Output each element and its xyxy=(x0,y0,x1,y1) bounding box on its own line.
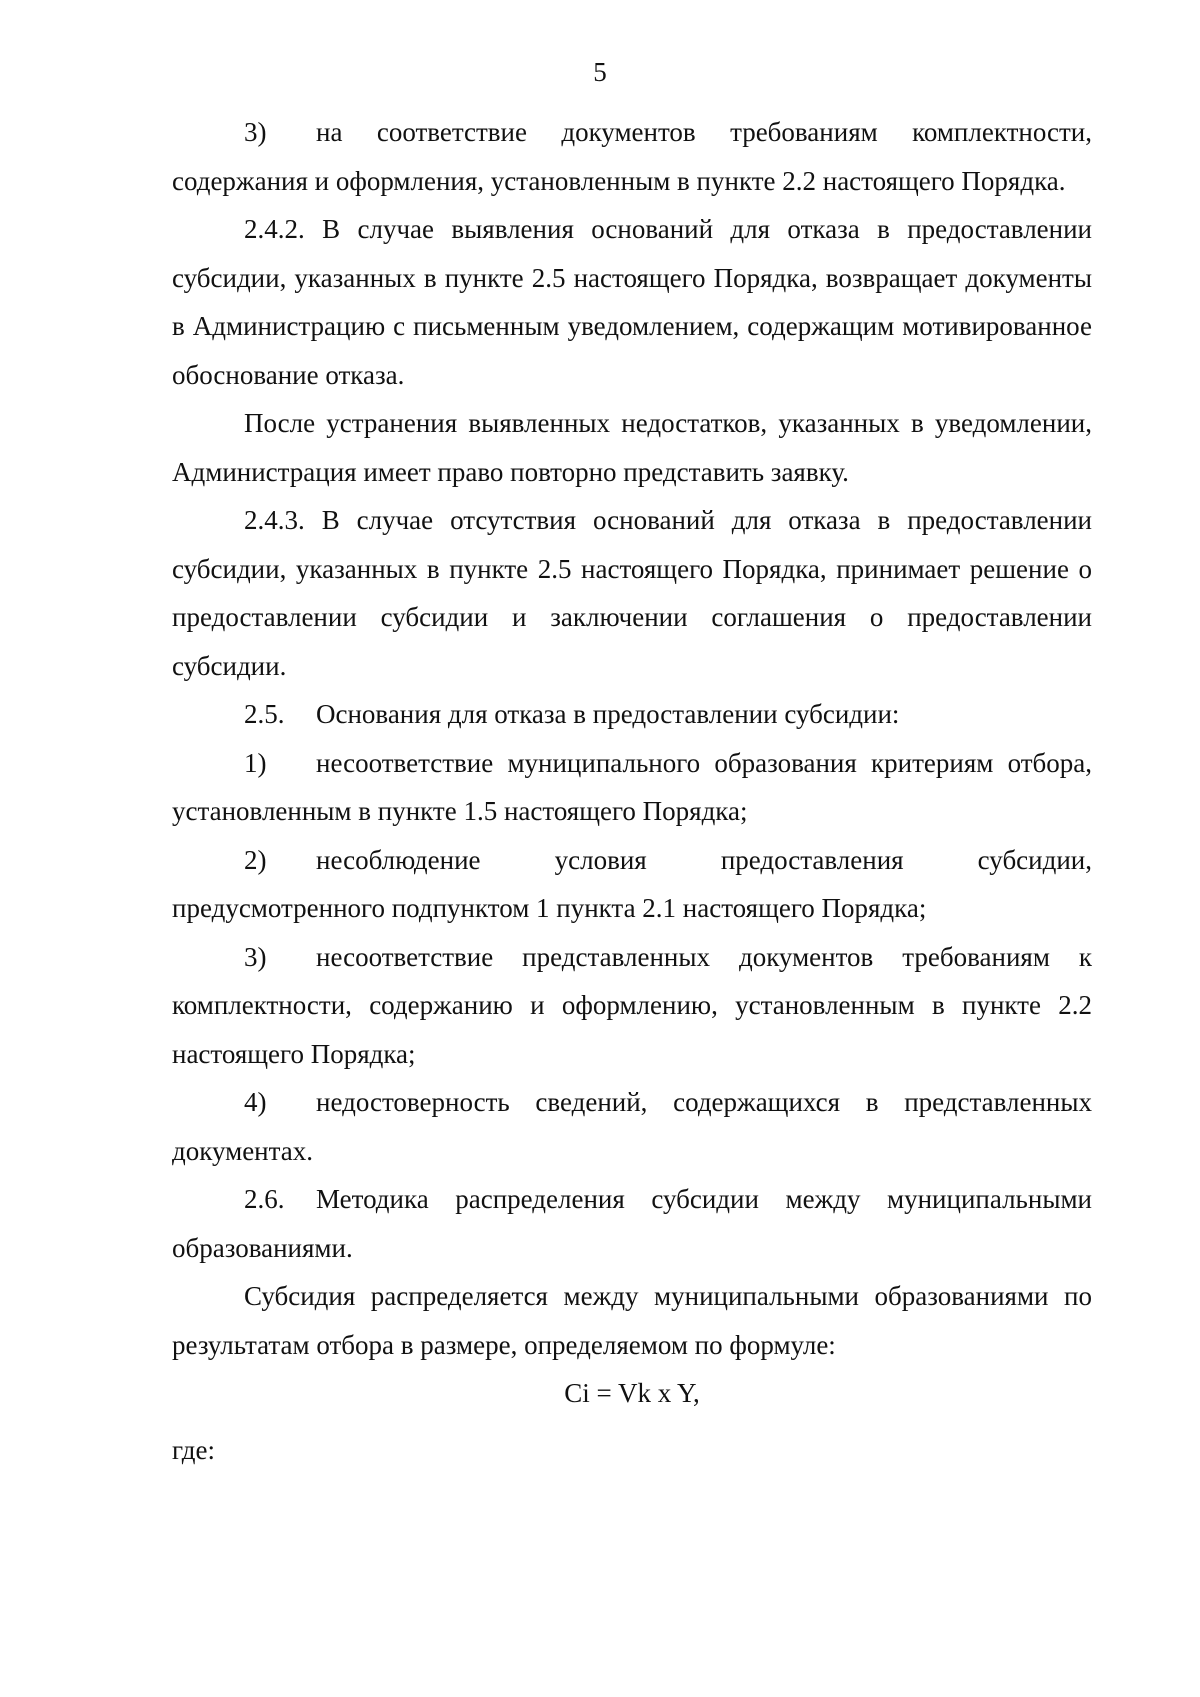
paragraph-number: 3) xyxy=(244,941,267,972)
document-body xyxy=(172,108,1092,1474)
paragraph-text: несоответствие муниципального образования критериям отбора, установленным в пункте 1.5 настоящего Порядка; xyxy=(172,747,1092,826)
paragraph-number: 2) xyxy=(244,844,267,875)
paragraph-refusal-3 xyxy=(172,933,1092,1079)
paragraph-refusal-2 xyxy=(172,836,1092,933)
paragraph-2-4-2 xyxy=(172,205,1092,399)
paragraph-text: После устранения выявленных недостатков, указанных в уведомлении, Администрация имеет право повторно представить заявку. xyxy=(172,408,1092,487)
paragraph-after-correction xyxy=(172,399,1092,496)
paragraph-2-5 xyxy=(172,690,1092,739)
page-number: 5 xyxy=(593,57,607,87)
paragraph-text: 2.4.2. В случае выявления оснований для отказа в предоставлении субсидии, указанных в пункте 2.5 настоящего Порядка, возвращает документы в Администрацию с письменным уведомлением, содержащим мотивированное обоснование отказа. xyxy=(172,214,1092,390)
paragraph-number: 1) xyxy=(244,747,267,778)
paragraph-number: 2.6. xyxy=(244,1184,285,1214)
paragraph-text: несоответствие представленных документов требованиям к комплектности, содержанию и оформлению, установленным в пункте 2.2 настоящего Порядка; xyxy=(172,941,1092,1069)
formula: Ci = Vk x Y, xyxy=(564,1378,700,1408)
paragraph-2-4-3 xyxy=(172,496,1092,690)
paragraph-text: на соответствие документов требованиям комплектности, содержания и оформления, установленным в пункте 2.2 настоящего Порядка. xyxy=(172,117,1092,196)
paragraph-text: Методика распределения субсидии между муниципальными образованиями. xyxy=(172,1184,1092,1263)
paragraph-refusal-4 xyxy=(172,1078,1092,1175)
where-label: где: xyxy=(172,1434,215,1465)
paragraph-refusal-1 xyxy=(172,739,1092,836)
paragraph-text: 2.4.3. В случае отсутствия оснований для отказа в предоставлении субсидии, указанных в пункте 2.5 настоящего Порядка, принимает решение о предоставлении субсидии и заключении соглашения о предоставлении субсидии. xyxy=(172,505,1092,681)
paragraph-item-3 xyxy=(172,108,1092,205)
paragraph-text: Субсидия распределяется между муниципальными образованиями по результатам отбора в размере, определяемом по формуле: xyxy=(172,1281,1092,1360)
paragraph-subsidy-distribution xyxy=(172,1272,1092,1369)
paragraph-text: Основания для отказа в предоставлении субсидии: xyxy=(316,699,900,729)
paragraph-number: 2.5. xyxy=(244,699,285,729)
paragraph-text: недостоверность сведений, содержащихся в представленных документах. xyxy=(172,1087,1092,1166)
paragraph-2-6 xyxy=(172,1175,1092,1272)
paragraph-text: несоблюдение условия предоставления субсидии, предусмотренного подпунктом 1 пункта 2.1 настоящего Порядка; xyxy=(172,844,1092,923)
paragraph-number: 4) xyxy=(244,1087,267,1117)
paragraph-number: 3) xyxy=(244,117,267,147)
